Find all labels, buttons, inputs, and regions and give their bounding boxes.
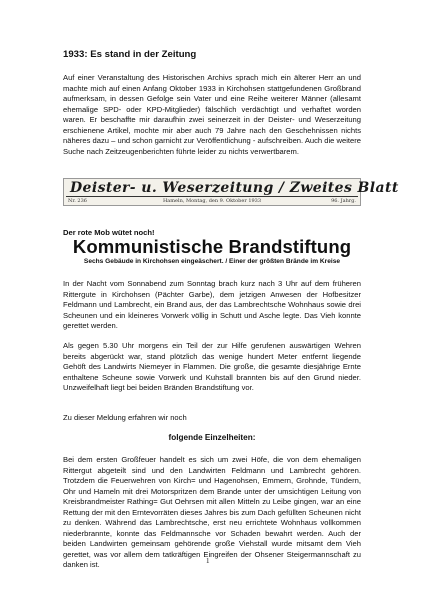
page-title: 1933: Es stand in der Zeitung <box>63 49 197 60</box>
masthead-date: Hameln, Montag, den 9. Oktober 1933 <box>162 198 262 204</box>
masthead-volume: 96. Jahrg. <box>331 198 356 204</box>
article-paragraph-1: In der Nacht vom Sonnabend zum Sonntag brach kurz nach 3 Uhr auf dem früheren Rittergute in Kirchohsen (Pächter Garbe), dem jetzigen Anwesen der Hofbesitzer Feldmann und Lambrecht, ein Brand aus, der das Lambrechtsche Wohnhaus sowie drei Scheunen und ein kleineres Vorwerk völlig in Schutt und Asche legte. Das Vieh konnte gerettet werden. <box>63 279 361 330</box>
masthead-number: Nr. 236 <box>68 198 87 204</box>
article-headline: Kommunistische Brandstiftung <box>72 236 352 257</box>
article-paragraph-2: Als gegen 5.30 Uhr morgens ein Teil der zur Hilfe gerufenen auswärtigen Wehren bereits abgerückt war, stand plötzlich das wenige hundert Meter entfernt liegende Gehöft des Landwirts Niemeyer in Flammen. Die große, die gesamte diesjährige Ernte enthaltene Scheune sowie Vorwerk und Kuhstall brannten bis auf den Grund nieder. Unzweifelhaft liegt bei beiden Bränden Brandstiftung vor. <box>63 341 361 392</box>
newspaper-masthead-image <box>63 178 399 206</box>
masthead-name: Deister- u. Weserzeitung / Zweites Blatt <box>70 180 399 196</box>
intro-paragraph: Auf einer Veranstaltung des Historischen Archivs sprach mich ein älterer Herr an und machte mich auf einen Anfang Oktober 1933 in Kirchohsen stattgefundenen Großbrand aufmerksam, in dessen Gefolge sein Vater und eine Reihe weiterer Männer (allesamt ehemalige SPD- oder KPD-Mitglieder) fälschlich verdächtigt und verhaftet worden waren. Er beschaffte mir daraufhin zwei seinerzeit in der Deister- und Weserzeitung erschienene Artikel, mochte mir aber auch 79 Jahre nach den Geschehnissen nichts näheres dazu – und schon garnicht zur Veröffentlichung - aufschreiben. Auch die weitere Suche nach Zeitzeugenberichten führte leider zu nichts verwertbarem. <box>63 73 361 156</box>
article-subheading: folgende Einzelheiten: <box>168 433 256 442</box>
masthead-divider <box>66 196 358 197</box>
article-subhead: Sechs Gebäude in Kirchohsen eingeäschert. / Einer der größten Brände im Kreise <box>83 258 341 265</box>
article-paragraph-4: Bei dem ersten Großfeuer handelt es sich um zwei Höfe, die von dem ehemaligen Rittergut abgeteilt sind und den Landwirten Feldmann und Lambrecht gehören. Trotzdem die Feuerwehren von Kirch= und Hagenohsen, Emmern, Grohnde, Tündern, Ohr und Hameln mit drei Motorspritzen dem Brande unter der umsichtigen Leitung von Kreisbrandmeister Rathing= Gut Oehrsen mit allen Mitteln zu Leibe gingen, war an eine Rettung der mit den Erntevorräten dieses Jahres bis zum Dach gefüllten Scheunen nicht zu denken. Während das Lambrechtsche, erst neu errichtete Wohnhaus vollkommen niederbrannte, konnte das Feldmannsche vor Schaden bewahrt werden. Auch der beiden Landwirten gemeinsam gehörende große Viehstall wurde mitsamt dem Vieh gerettet, was vor allem dem tatkräftigen Eingreifen der Ohsener Steigermannschaft zu danken ist. <box>63 455 361 569</box>
page-number: 1 <box>206 557 210 565</box>
article-kicker: Der rote Mob wütet noch! <box>63 228 155 237</box>
article-paragraph-3: Zu dieser Meldung erfahren wir noch <box>63 413 187 422</box>
